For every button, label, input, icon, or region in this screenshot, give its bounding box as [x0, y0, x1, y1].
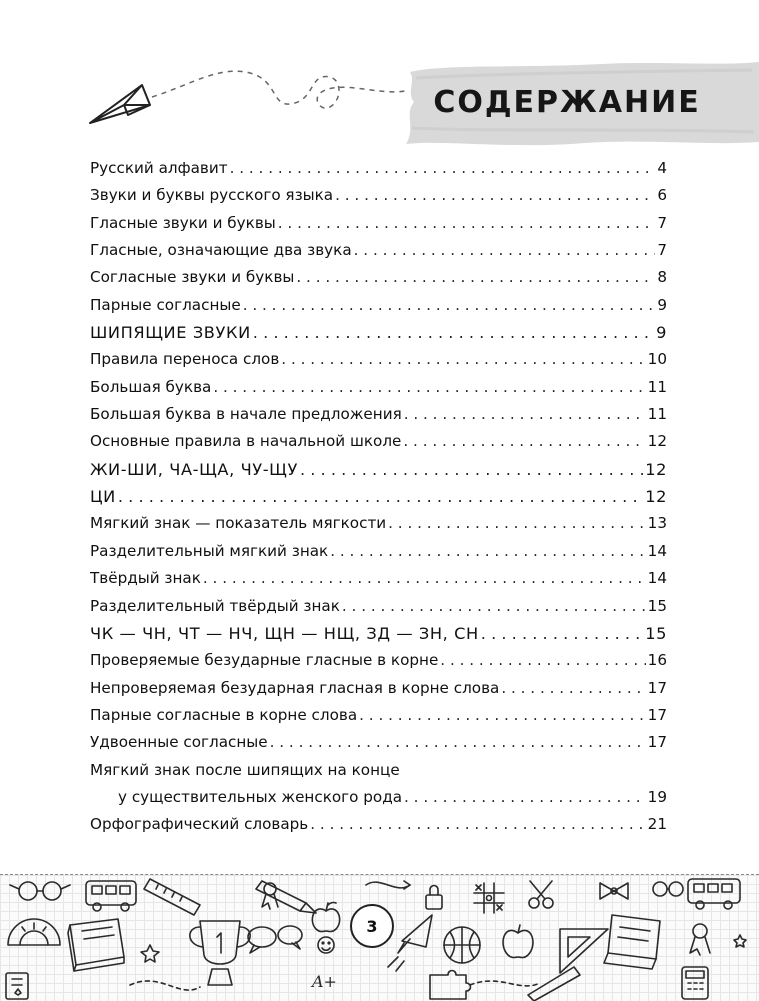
toc-entry-label: Твёрдый знак	[90, 569, 201, 588]
toc-entry[interactable]	[90, 374, 667, 401]
dot-leader	[440, 647, 645, 674]
toc-entry[interactable]	[90, 538, 667, 565]
toc-entry-label: Разделительный мягкий знак	[90, 541, 329, 560]
dot-leader	[404, 784, 646, 811]
dot-leader	[330, 538, 645, 565]
toc-entry-page: 10	[647, 350, 667, 369]
apple-icon	[312, 903, 339, 932]
bus-right-icon	[688, 879, 740, 909]
toc-entry-page: 9	[656, 323, 667, 343]
dot-leader	[501, 675, 645, 702]
toc-entry-label: Парные согласные	[90, 295, 241, 314]
toc-entry-page: 9	[657, 295, 667, 314]
lock-icon	[426, 886, 442, 910]
toc-entry-label: Большая буква в начале предложения	[90, 405, 402, 424]
speech-bubbles-icon	[248, 926, 302, 953]
toc-entry-page: 8	[657, 268, 667, 287]
toc-entry-page: 17	[647, 705, 667, 724]
toc-entry[interactable]	[90, 729, 667, 756]
toc-entry-label: ЖИ-ШИ, ЧА-ЩА, ЧУ-ЩУ	[90, 459, 298, 479]
dot-leader	[296, 264, 655, 291]
toc-entry[interactable]	[90, 346, 667, 373]
dot-leader	[118, 483, 643, 510]
protractor-icon	[8, 919, 60, 945]
toc-entry-label: Гласные звуки и буквы	[90, 213, 276, 232]
dot-leader	[403, 428, 645, 455]
dot-leader	[481, 620, 643, 647]
dot-leader	[213, 374, 645, 401]
toc-entry-page: 7	[657, 213, 667, 232]
toc-entry-label: ЧК — ЧН, ЧТ — НЧ, ЩН — НЩ, ЗД — ЗН, СН	[90, 623, 479, 643]
toc-entry-label: Основные правила в начальной школе	[90, 432, 402, 451]
scissors-icon	[529, 881, 553, 908]
toc-entry[interactable]	[90, 319, 667, 346]
toc-entry[interactable]	[90, 292, 667, 319]
dot-leader	[203, 565, 646, 592]
dot-leader	[335, 182, 655, 209]
toc-entry-page: 15	[645, 623, 667, 643]
toc-entry-page: 13	[647, 514, 667, 533]
toc-entry-label: Русский алфавит	[90, 159, 228, 177]
toc-entry-page: 6	[657, 186, 667, 205]
toc-entry-label: Правила переноса слов	[90, 350, 280, 369]
dot-leader	[342, 593, 646, 620]
dot-leader	[310, 811, 645, 838]
toc-entry-page: 12	[647, 432, 667, 451]
toc-entry[interactable]	[90, 401, 667, 428]
puzzle-icon	[430, 971, 471, 1000]
ribbon-right-icon	[690, 924, 710, 955]
grade-text-doodle: A+	[312, 972, 337, 991]
star-icon	[141, 945, 159, 962]
dot-leader	[281, 346, 645, 373]
page-number: 3	[350, 904, 394, 948]
ruler-icon	[144, 879, 200, 915]
toc-entry-label: Согласные звуки и буквы	[90, 268, 295, 287]
table-of-contents	[90, 155, 667, 839]
smiley-icon	[318, 937, 334, 953]
toc-entry-page: 19	[647, 787, 667, 806]
page-title: СОДЕРЖАНИЕ	[433, 84, 701, 120]
book-right-icon	[604, 915, 660, 969]
dot-leader	[300, 456, 643, 483]
toc-entry[interactable]	[90, 210, 667, 237]
curvy-arrow-icon	[366, 881, 410, 889]
toc-entry[interactable]	[90, 237, 667, 264]
book-icon	[68, 919, 124, 971]
toc-entry-page: 12	[645, 459, 667, 479]
toc-entry[interactable]	[90, 811, 667, 838]
toc-entry[interactable]	[90, 483, 667, 510]
toc-entry-label: ШИПЯЩИЕ ЗВУКИ	[90, 323, 251, 343]
toc-entry-label: Звуки и буквы русского языка	[90, 186, 334, 205]
toc-entry-label: у существительных женского рода	[118, 787, 403, 806]
toc-entry[interactable]	[90, 428, 667, 455]
dot-leader	[388, 510, 646, 537]
toc-entry[interactable]	[90, 784, 667, 811]
toc-entry-label: Мягкий знак — показатель мягкости	[90, 514, 387, 533]
toc-entry[interactable]	[90, 702, 667, 729]
toc-entry-page: 11	[647, 377, 667, 396]
dot-leader	[278, 210, 656, 237]
toc-entry-label: ЦИ	[90, 487, 116, 507]
toc-entry-page: 14	[647, 569, 667, 588]
dot-leader	[270, 729, 646, 756]
toc-entry[interactable]	[90, 456, 667, 483]
toc-entry-page: 21	[647, 815, 667, 834]
star-right-icon	[734, 935, 746, 947]
toc-entry[interactable]	[90, 264, 667, 291]
toc-entry-label: Разделительный твёрдый знак	[90, 596, 340, 615]
toc-entry[interactable]	[90, 565, 667, 592]
toc-entry[interactable]	[90, 593, 667, 620]
set-square-icon	[560, 929, 608, 973]
dot-leader	[354, 237, 656, 264]
toc-entry[interactable]	[90, 647, 667, 674]
glasses-right-icon	[653, 882, 683, 896]
glasses-icon	[10, 882, 70, 900]
toc-entry[interactable]	[90, 757, 667, 784]
trophy-icon	[190, 921, 250, 985]
toc-entry-page: 17	[647, 733, 667, 752]
dot-leader	[253, 319, 654, 346]
toc-entry-label: Большая буква	[90, 377, 212, 396]
toc-entry[interactable]	[90, 155, 667, 182]
dot-leader	[404, 401, 646, 428]
calculator-icon	[682, 967, 708, 999]
toc-entry-label: Гласные, означающие два звука	[90, 241, 352, 260]
toc-entry[interactable]	[90, 510, 667, 537]
toc-entry[interactable]	[90, 620, 667, 647]
paper-plane-icon	[80, 55, 410, 145]
toc-entry-label: Мягкий знак после шипящих на конце	[90, 760, 400, 779]
rocket-icon	[388, 915, 432, 971]
toc-entry-page: 14	[647, 541, 667, 560]
toc-entry-label: Парные согласные в корне слова	[90, 705, 358, 724]
toc-entry-label: Орфографический словарь	[90, 815, 309, 834]
toc-entry-page: 12	[645, 487, 667, 507]
dot-leader	[243, 292, 656, 319]
tic-tac-toe-icon	[474, 883, 504, 913]
bow-icon	[600, 883, 628, 899]
toc-entry-label: Проверяемые безударные гласные в корне	[90, 651, 439, 670]
ball-icon	[444, 927, 480, 963]
toc-entry-page: 15	[647, 596, 667, 615]
toc-entry-page: 4	[657, 159, 667, 177]
bus-icon	[86, 881, 136, 911]
toc-entry-page: 7	[657, 241, 667, 260]
toc-entry-label: Удвоенные согласные	[90, 733, 268, 752]
toc-entry-page: 16	[647, 651, 667, 670]
notebook-icon	[6, 973, 28, 999]
dot-leader	[359, 702, 646, 729]
toc-entry[interactable]	[90, 675, 667, 702]
apple-right-icon	[503, 925, 533, 958]
dot-leader	[230, 155, 656, 182]
toc-entry-page: 11	[647, 405, 667, 424]
toc-entry-page: 17	[647, 678, 667, 697]
toc-entry[interactable]	[90, 182, 667, 209]
toc-entry-label: Непроверяемая безударная гласная в корне слова	[90, 678, 500, 697]
